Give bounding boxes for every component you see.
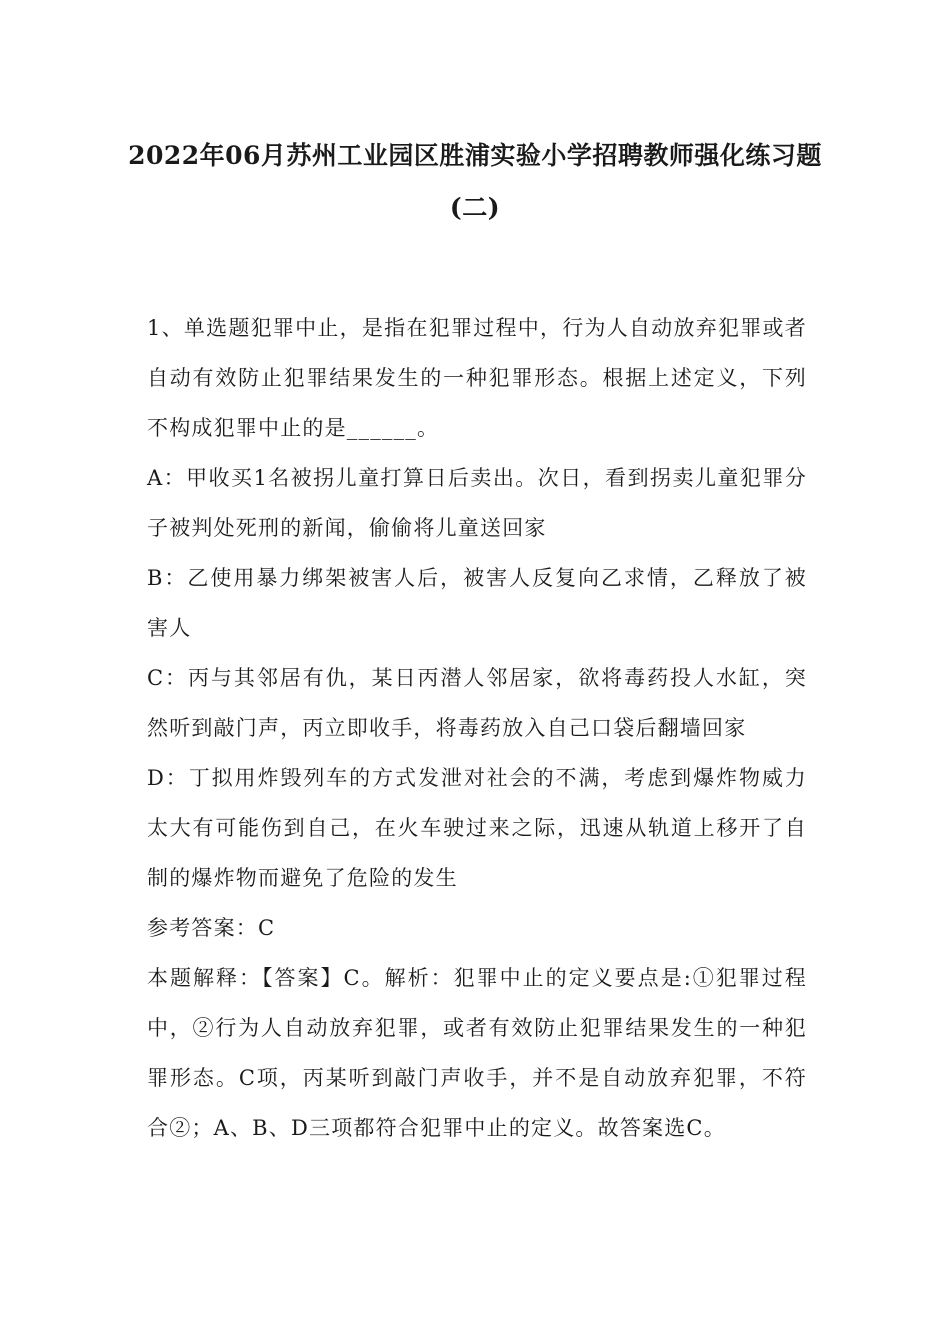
option-d: D：丁拟用炸毁列车的方式发泄对社会的不满，考虑到爆炸物威力太大有可能伤到自己，在火车驶过来之际，迅速从轨道上移开了自制的爆炸物而避免了危险的发生 bbox=[147, 766, 807, 890]
document-title: 2022年06月苏州工业园区胜浦实验小学招聘教师强化练习题 bbox=[128, 141, 822, 170]
answer-explanation: 本题解释：【答案】C。解析：犯罪中止的定义要点是:①犯罪过程中，②行为人自动放弃犯罪，或者有效防止犯罪结果发生的一种犯罪形态。C项，丙某听到敲门声收手，并不是自动放弃犯罪，不符合②；A、B、D三项都符合犯罪中止的定义。故答案选C。 bbox=[147, 966, 807, 1140]
document-subtitle: (二) bbox=[449, 193, 501, 222]
option-b: B：乙使用暴力绑架被害人后，被害人反复向乙求情，乙释放了被害人 bbox=[147, 566, 807, 640]
option-c: C：丙与其邻居有仇，某日丙潜人邻居家，欲将毒药投人水缸，突然听到敲门声，丙立即收手，将毒药放入自己口袋后翻墙回家 bbox=[147, 666, 807, 740]
question-block bbox=[147, 303, 807, 1153]
option-a: A：甲收买1名被拐儿童打算日后卖出。次日，看到拐卖儿童犯罪分子被判处死刑的新闻，偷偷将儿童送回家 bbox=[147, 466, 807, 540]
reference-answer: 参考答案：C bbox=[147, 916, 276, 940]
question-stem: 1、单选题犯罪中止，是指在犯罪过程中，行为人自动放弃犯罪或者自动有效防止犯罪结果发生的一种犯罪形态。根据上述定义，下列不构成犯罪中止的是______。 bbox=[147, 316, 807, 440]
